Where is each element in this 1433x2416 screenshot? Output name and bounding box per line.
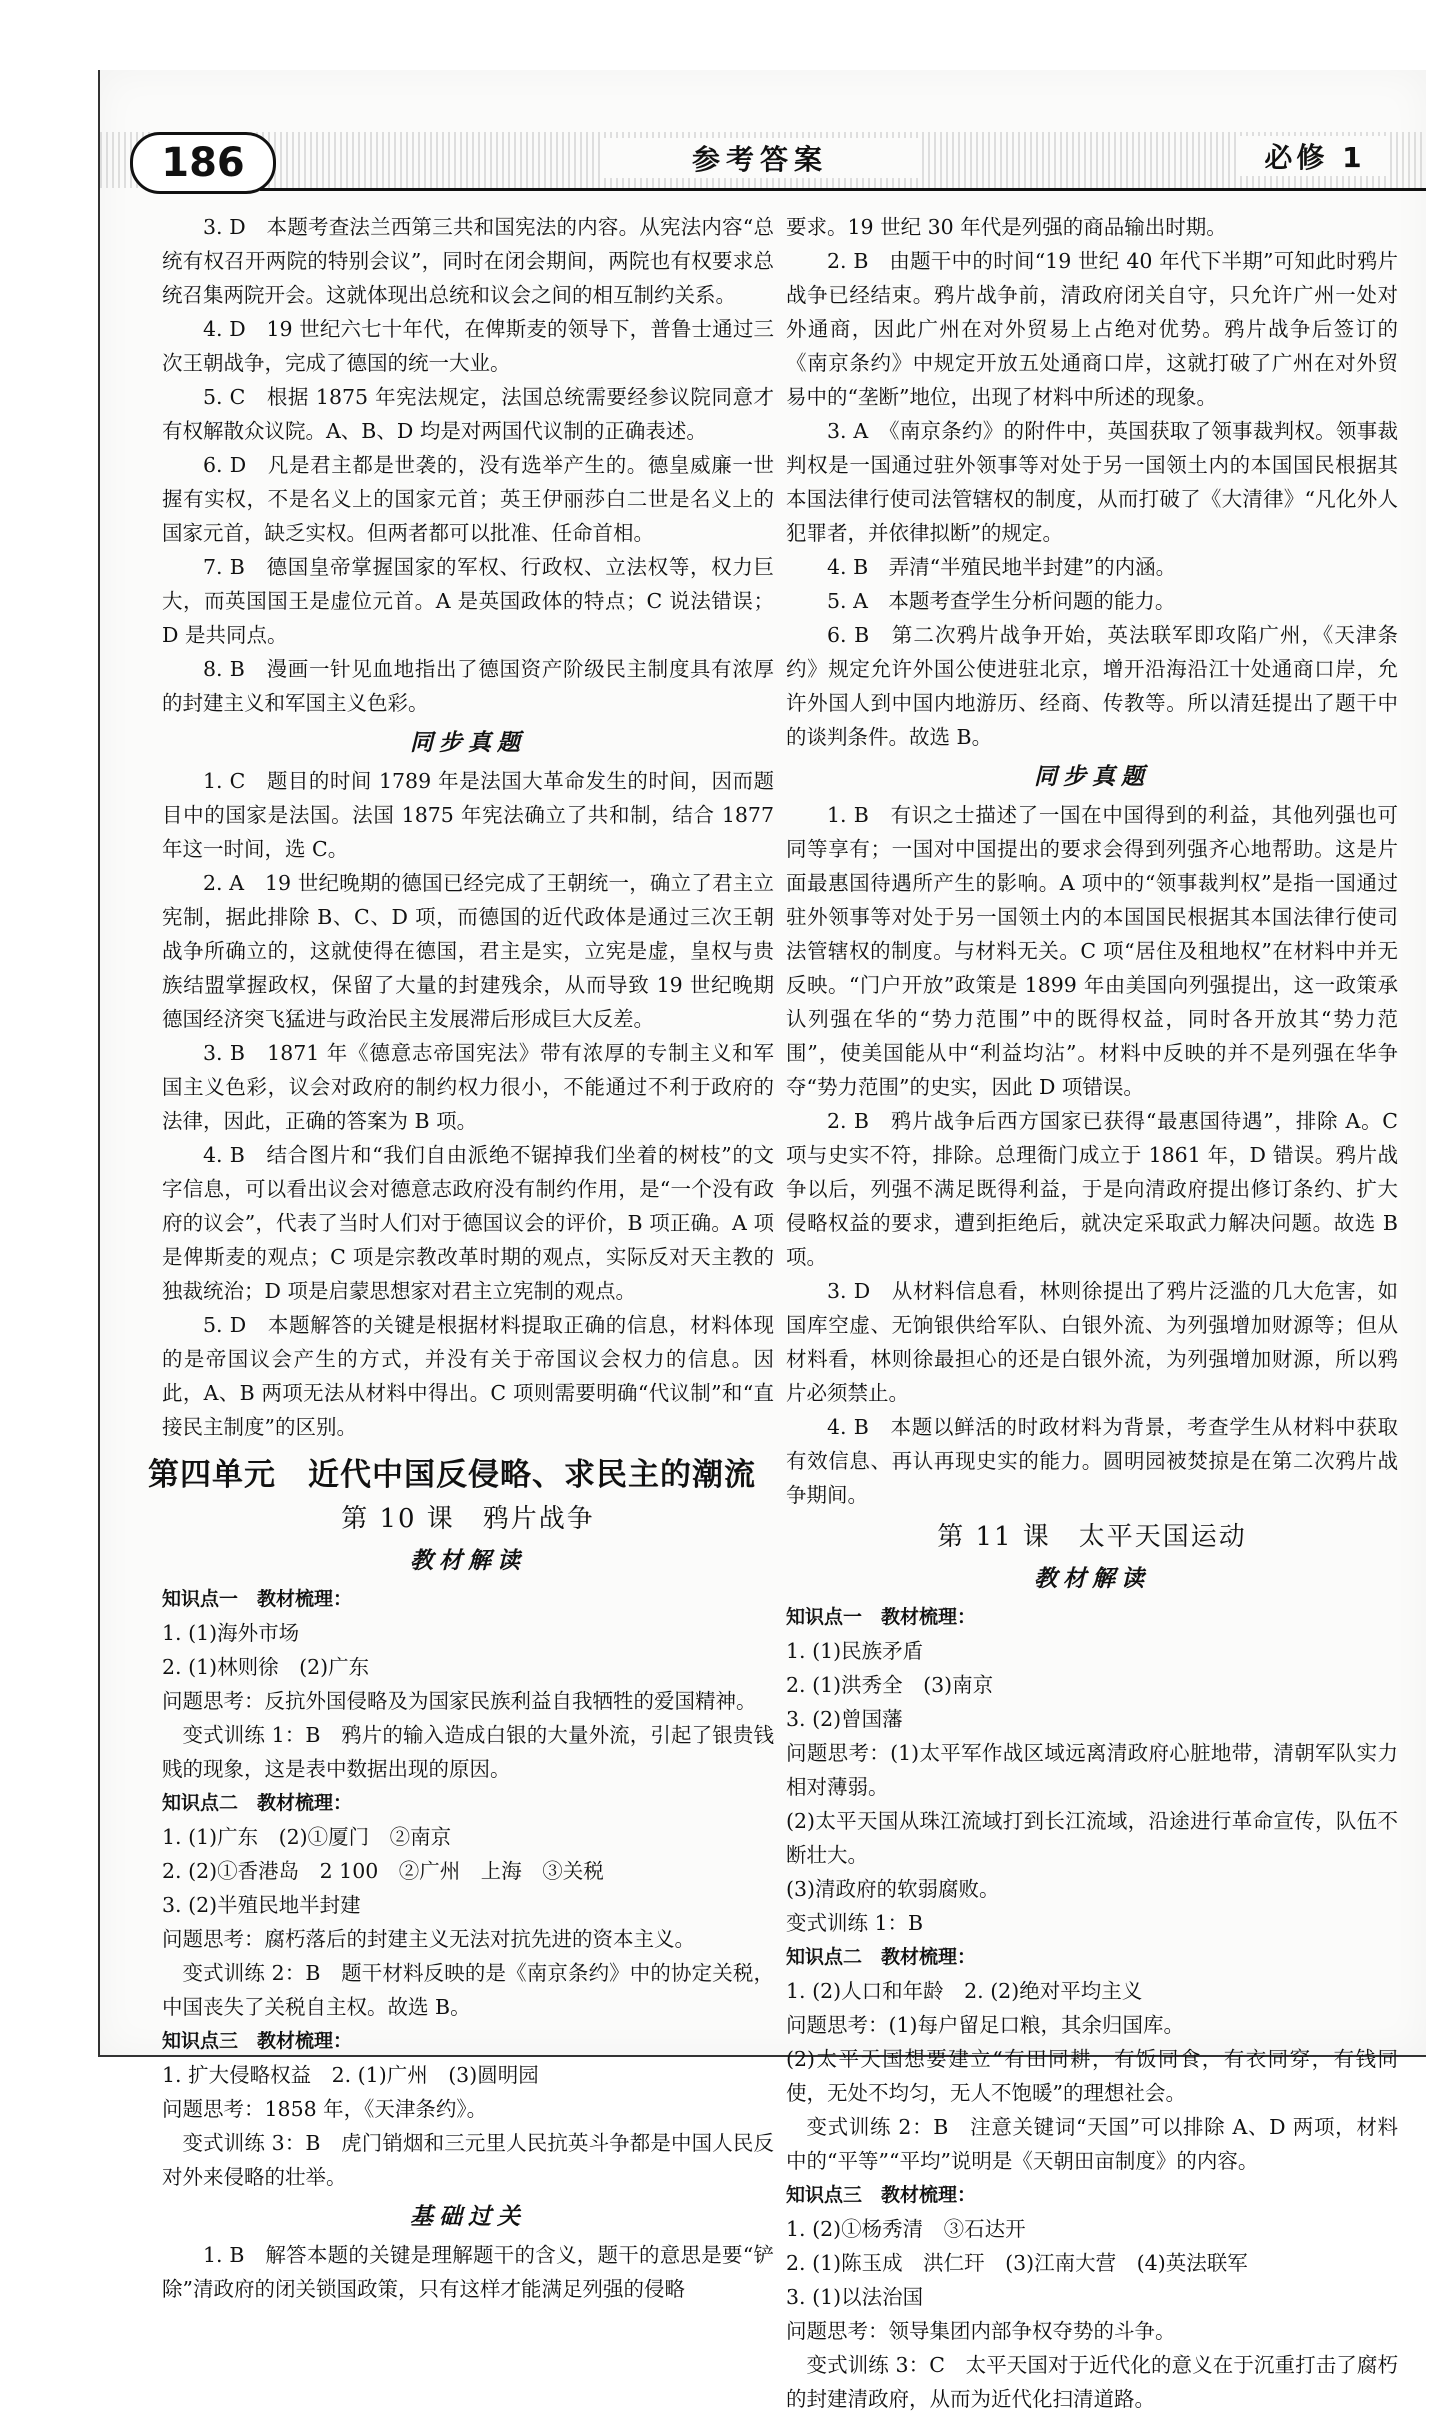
answer-line: (3)清政府的软弱腐败。 bbox=[786, 1877, 1000, 1901]
answer-line: 3. (2)曾国藩 bbox=[786, 1707, 903, 1731]
answer-line: 问题思考：领导集团内部争权夺势的斗争。 bbox=[786, 2319, 1176, 2343]
answer-line: 2. (1)洪秀全 (3)南京 bbox=[786, 1673, 994, 1697]
lesson-title: 第 10 课 鸦片战争 bbox=[341, 1504, 595, 1534]
answer-line: 1. 扩大侵略权益 2. (1)广州 (3)圆明园 bbox=[162, 2063, 539, 2087]
knowledge-point-heading: 知识点一 教材梳理： bbox=[786, 1606, 977, 1628]
paragraph: 7. B 德国皇帝掌握国家的军权、行政权、立法权等，权力巨大，而英国国王是虚位元首。A 是英国政体的特点；C 说法错误；D 是共同点。 bbox=[162, 555, 774, 647]
paragraph: 6. B 第二次鸦片战争开始，英法联军即攻陷广州，《天津条约》规定允许外国公使进驻北京，增开沿海沿江十处通商口岸，允许外国人到中国内地游历、经商、传教等。所以清廷提出了题干中的谈判条件。故选 B。 bbox=[786, 623, 1398, 749]
answer-line: 1. (1)民族矛盾 bbox=[786, 1639, 924, 1663]
paragraph: 5. C 根据 1875 年宪法规定，法国总统需要经参议院同意才有权解散众议院。A、B、D 均是对两国代议制的正确表述。 bbox=[162, 385, 774, 443]
answer-line: 变式训练 3：B 虎门销烟和三元里人民抗英斗争都是中国人民反对外来侵略的壮举。 bbox=[162, 2131, 774, 2189]
answer-line: 3. (2)半殖民地半封建 bbox=[162, 1893, 361, 1917]
header-title: 参考答案 bbox=[600, 138, 920, 178]
paragraph: 要求。19 世纪 30 年代是列强的商品输出时期。 bbox=[786, 215, 1227, 239]
section-heading: 基础过关 bbox=[410, 2203, 526, 2230]
answer-line: 问题思考：腐朽落后的封建主义无法对抗先进的资本主义。 bbox=[162, 1927, 695, 1951]
knowledge-point-heading: 知识点一 教材梳理： bbox=[162, 1588, 353, 1610]
paragraph: 2. A 19 世纪晚期的德国已经完成了王朝统一，确立了君主立宪制，据此排除 B、C、D 项，而德国的近代政体是通过三次王朝战争所确立的，这就使得在德国，君主是实，立宪是虚，皇权与贵族结盟掌握政权，保留了大量的封建残余，从而导致 19 世纪晚期德国经济突飞猛进与政治民主发展滞后形成巨大反差。 bbox=[162, 871, 774, 1031]
paragraph: 3. D 从材料信息看，林则徐提出了鸦片泛滥的几大危害，如国库空虚、无饷银供给军队、白银外流、为列强增加财源等；但从材料看，林则徐最担心的还是白银外流，为列强增加财源，所以鸦片必须禁止。 bbox=[786, 1279, 1398, 1405]
knowledge-point-heading: 知识点二 教材梳理： bbox=[786, 1946, 977, 1968]
paragraph: 8. B 漫画一针见血地指出了德国资产阶级民主制度具有浓厚的封建主义和军国主义色彩。 bbox=[162, 657, 774, 715]
answer-line: 问题思考：(1)每户留足口粮，其余归国库。 bbox=[786, 2013, 1185, 2037]
section-heading: 同步真题 bbox=[410, 729, 526, 756]
page bbox=[98, 70, 1426, 2411]
paragraph: 6. D 凡是君主都是世袭的，没有选举产生的。德皇威廉一世握有实权，不是名义上的国家元首；英王伊丽莎白二世是名义上的国家元首，缺乏实权。但两者都可以批准、任命首相。 bbox=[162, 453, 774, 545]
answer-line: 2. (1)陈玉成 洪仁玕 (3)江南大营 (4)英法联军 bbox=[786, 2251, 1248, 2275]
answer-line: 1. (2)人口和年龄 2. (2)绝对平均主义 bbox=[786, 1979, 1143, 2003]
answer-line: (2)太平天国想要建立“有田同耕，有饭同食，有衣同穿，有钱同使，无处不均匀，无人不饱暖”的理想社会。 bbox=[786, 2047, 1398, 2105]
answer-line: 1. (1)广东 (2)①厦门 ②南京 bbox=[162, 1825, 452, 1849]
answer-line: 2. (1)林则徐 (2)广东 bbox=[162, 1655, 370, 1679]
page-header bbox=[100, 70, 1426, 186]
knowledge-point-heading: 知识点三 教材梳理： bbox=[786, 2184, 977, 2206]
left-column bbox=[148, 210, 774, 2306]
section-heading: 教材解读 bbox=[1034, 1565, 1150, 1592]
header-book: 必修 1 bbox=[1240, 136, 1390, 176]
answer-line: 1. (1)海外市场 bbox=[162, 1621, 300, 1645]
answer-line: 2. (2)①香港岛 2 100 ②广州 上海 ③关税 bbox=[162, 1859, 604, 1883]
answer-line: 问题思考：1858 年，《天津条约》。 bbox=[162, 2097, 488, 2121]
paragraph: 1. C 题目的时间 1789 年是法国大革命发生的时间，因而题目中的国家是法国。法国 1875 年宪法确立了共和制，结合 1877 年这一时间，选 C。 bbox=[162, 769, 774, 861]
paragraph: 5. D 本题解答的关键是根据材料提取正确的信息，材料体现的是帝国议会产生的方式，并没有关于帝国议会权力的信息。因此，A、B 两项无法从材料中得出。C 项则需要明确“代议制”和“直接民主制度”的区别。 bbox=[162, 1313, 774, 1439]
paragraph: 3. D 本题考查法兰西第三共和国宪法的内容。从宪法内容“总统有权召开两院的特别会议”，同时在闭会期间，两院也有权要求总统召集两院开会。这就体现出总统和议会之间的相互制约关系。 bbox=[162, 215, 774, 307]
answer-line: 问题思考：反抗外国侵略及为国家民族利益自我牺牲的爱国精神。 bbox=[162, 1689, 757, 1713]
header-rule bbox=[260, 188, 1426, 191]
paragraph: 4. D 19 世纪六七十年代，在俾斯麦的领导下，普鲁士通过三次王朝战争，完成了德国的统一大业。 bbox=[162, 317, 774, 375]
paragraph: 1. B 解答本题的关键是理解题干的含义，题干的意思是要“铲除”清政府的闭关锁国政策，只有这样才能满足列强的侵略 bbox=[162, 2243, 774, 2301]
paragraph: 4. B 结合图片和“我们自由派绝不锯掉我们坐着的树枝”的文字信息，可以看出议会对德意志政府没有制约作用，是“一个没有政府的议会”，代表了当时人们对于德国议会的评价，B 项正确。A 项是俾斯麦的观点；C 项是宗教改革时期的观点，实际反对天主教的独裁统治；D 项是启蒙思想家对君主立宪制的观点。 bbox=[162, 1143, 774, 1303]
paragraph: 4. B 弄清“半殖民地半封建”的内涵。 bbox=[827, 555, 1177, 579]
answer-line: 问题思考：(1)太平军作战区域远离清政府心脏地带，清朝军队实力相对薄弱。 bbox=[786, 1741, 1398, 1799]
answer-line: 变式训练 2：B 题干材料反映的是《南京条约》中的协定关税，中国丧失了关税自主权。故选 B。 bbox=[162, 1961, 774, 2019]
answer-line: 1. (2)①杨秀清 ③石达开 bbox=[786, 2217, 1026, 2241]
section-heading: 同步真题 bbox=[1034, 763, 1150, 790]
paragraph: 4. B 本题以鲜活的时政材料为背景，考查学生从材料中获取有效信息、再认再现史实的能力。圆明园被焚掠是在第二次鸦片战争期间。 bbox=[786, 1415, 1398, 1507]
answer-line: 3. (1)以法治国 bbox=[786, 2285, 924, 2309]
unit-title: 第四单元 近代中国反侵略、求民主的潮流 bbox=[148, 1457, 756, 1493]
page-number: 186 bbox=[130, 132, 276, 194]
knowledge-point-heading: 知识点三 教材梳理： bbox=[162, 2030, 353, 2052]
paragraph: 3. B 1871 年《德意志帝国宪法》带有浓厚的专制主义和军国主义色彩，议会对政府的制约权力很小，不能通过不利于政府的法律，因此，正确的答案为 B 项。 bbox=[162, 1041, 774, 1133]
knowledge-point-heading: 知识点二 教材梳理： bbox=[162, 1792, 353, 1814]
paragraph: 2. B 鸦片战争后西方国家已获得“最惠国待遇”，排除 A。C 项与史实不符，排除。总理衙门成立于 1861 年，D 错误。鸦片战争以后，列强不满足既得利益，于是向清政府提出修订条约、扩大侵略权益的要求，遭到拒绝后，就决定采取武力解决问题。故选 B 项。 bbox=[786, 1109, 1398, 1269]
section-heading: 教材解读 bbox=[410, 1547, 526, 1574]
answer-line: 变式训练 1：B 鸦片的输入造成白银的大量外流，引起了银贵钱贱的现象，这是表中数据出现的原因。 bbox=[162, 1723, 774, 1781]
paragraph: 1. B 有识之士描述了一国在中国得到的利益，其他列强也可同等享有；一国对中国提出的要求会得到列强齐心地帮助。这是片面最惠国待遇所产生的影响。A 项中的“领事裁判权”是指一国通过驻外领事等对处于另一国领土内的本国国民根据其本国法律行使司法管辖权的制度。与材料无关。C 项“居住及租地权”在材料中并无反映。“门户开放”政策是 1899 年由美国向列强提出，这一政策承认列强在华的“势力范围”中的既得权益，同时各开放其“势力范围”，使美国能从中“利益均沾”。材料中反映的并不是列强在华争夺“势力范围”的史实，因此 D 项错误。 bbox=[786, 803, 1398, 1099]
paragraph: 3. A 《南京条约》的附件中，英国获取了领事裁判权。领事裁判权是一国通过驻外领事等对处于另一国领土内的本国国民根据其本国法律行使司法管辖权的制度，从而打破了《大清律》“凡化外人犯罪者，并依律拟断”的规定。 bbox=[786, 419, 1398, 545]
lesson-title: 第 11 课 太平天国运动 bbox=[937, 1522, 1247, 1552]
answer-line: (2)太平天国从珠江流域打到长江流域，沿途进行革命宣传，队伍不断壮大。 bbox=[786, 1809, 1398, 1867]
answer-line: 变式训练 3：C 太平天国对于近代化的意义在于沉重打击了腐朽的封建清政府，从而为近代化扫清道路。 bbox=[786, 2353, 1398, 2411]
answer-line: 变式训练 2：B 注意关键词“天国”可以排除 A、D 两项，材料中的“平等”“平均”说明是《天朝田亩制度》的内容。 bbox=[786, 2115, 1398, 2173]
paragraph: 5. A 本题考查学生分析问题的能力。 bbox=[827, 589, 1176, 613]
answer-line: 变式训练 1：B bbox=[786, 1911, 924, 1935]
right-column bbox=[786, 210, 1398, 2416]
paragraph: 2. B 由题干中的时间“19 世纪 40 年代下半期”可知此时鸦片战争已经结束。鸦片战争前，清政府闭关自守，只允许广州一处对外通商，因此广州在对外贸易上占绝对优势。鸦片战争后签订的《南京条约》中规定开放五处通商口岸，这就打破了广州在对外贸易中的“垄断”地位，出现了材料中所述的现象。 bbox=[786, 249, 1398, 409]
